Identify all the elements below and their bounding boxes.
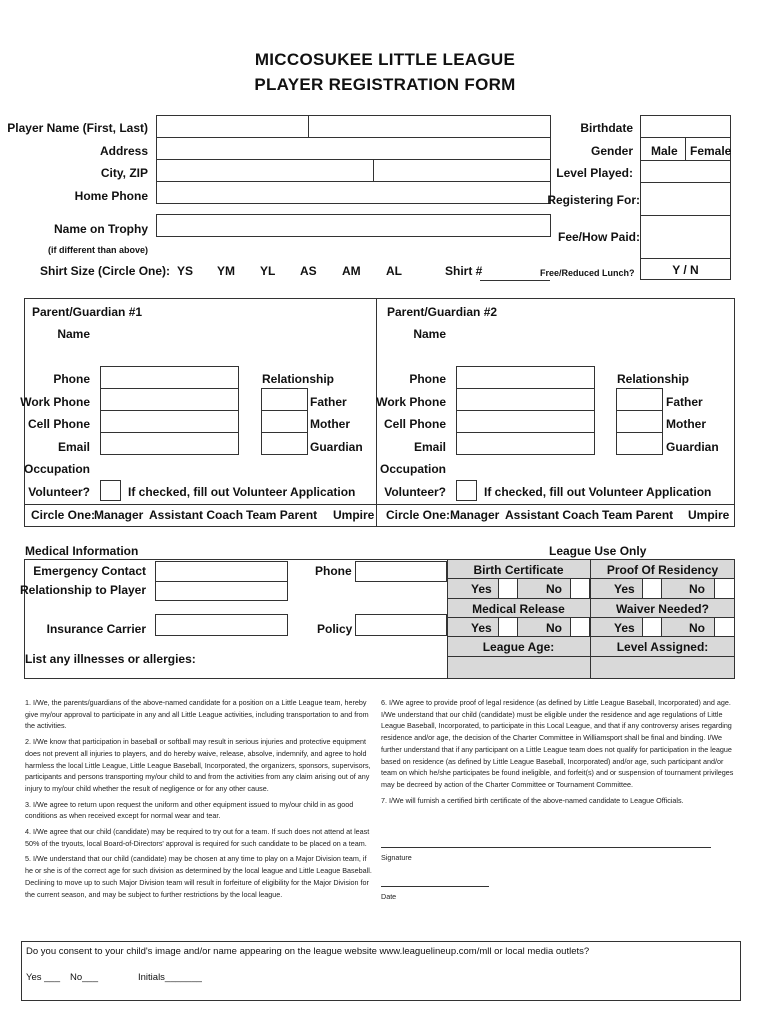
- home-phone-label: Home Phone: [74, 189, 148, 203]
- date-line[interactable]: [381, 886, 489, 887]
- guardian1-guardian-checkbox[interactable]: [261, 432, 308, 455]
- legal-paragraph-3: 3. I/We agree to return upon request the uniform and other equipment issued to my/our child in as good conditions as when received except for normal wear and tear.: [25, 799, 354, 821]
- legal-paragraph-6: 6. I/We agree to provide proof of legal residence (as defined by Little League Baseball, Incorporated) and age. I/We understand that our child (candidate) must be eligible under the residence and age regulations of Little League Baseball, Incorporated, to participate in this Local League, and that if any controversy arises regarding residence and/or age, the decision of the Charter Committee in Williamsport shall be final and binding. I/We further understand that if any participant on a Little League team does not qualify for participation in the league based on residence (as defined by Little League Baseball, Incorporated) and/or age, such participant and/or team on which he/she participates be found ineligible, and forfeit(s) and or suspension of tournament privileges may be decreed by action of the Charter Committee or Tournament Committee.: [381, 698, 734, 789]
- policy-field[interactable]: [355, 614, 447, 636]
- date-label: Date: [381, 892, 397, 901]
- guardian1-occupation-label: Occupation: [23, 462, 90, 476]
- male-label: Male: [651, 144, 678, 158]
- gender-male-option[interactable]: [640, 137, 686, 161]
- city-field[interactable]: [156, 159, 374, 182]
- relationship-to-player-field[interactable]: [155, 581, 288, 601]
- relationship-to-player-label: Relationship to Player: [20, 583, 147, 597]
- guardian1-guardian-label: Guardian: [310, 440, 363, 454]
- guardian2-volunteer-label: Volunteer?: [384, 485, 446, 499]
- league-divider: [590, 559, 591, 679]
- guardian1-father-label: Father: [310, 395, 347, 409]
- guardian2-cell-label: Cell Phone: [383, 417, 446, 431]
- circle2-assistant-coach[interactable]: Assistant Coach: [505, 508, 600, 522]
- emergency-contact-field[interactable]: [155, 561, 288, 582]
- female-label: Female: [690, 144, 732, 158]
- waiver-no-checkbox[interactable]: [714, 617, 735, 637]
- gender-female-option[interactable]: [685, 137, 731, 161]
- fee-field[interactable]: [640, 215, 731, 259]
- emergency-contact-label: Emergency Contact: [33, 564, 146, 578]
- shirt-size-al[interactable]: AL: [386, 264, 402, 278]
- consent-no[interactable]: No___: [70, 972, 98, 983]
- medical-no-label: No: [546, 621, 562, 635]
- circle-row-divider: [24, 504, 735, 505]
- form-title: MICCOSUKEE LITTLE LEAGUE: [254, 50, 516, 69]
- guardian1-cell-label: Cell Phone: [27, 417, 90, 431]
- shirt-size-am[interactable]: AM: [342, 264, 361, 278]
- guardian2-cell-field[interactable]: [456, 410, 595, 433]
- level-assigned-label: Level Assigned:: [616, 640, 709, 654]
- birth-cert-no-checkbox[interactable]: [570, 578, 590, 599]
- legal-paragraph-5: 5. I/We understand that our child (candidate) may be chosen at any time to play on a Major Division team, if he or she is of the correct age for such division as determined by the local league and Little League Baseball. Declining to move up to such Major Division team will result in forfeiture of eligibility for the Major Division for the current season, and may be subject to further restrictions by the local league.: [25, 854, 372, 899]
- guardian1-father-checkbox[interactable]: [261, 388, 308, 411]
- waiver-yes-label: Yes: [614, 621, 635, 635]
- guardian2-header: Parent/Guardian #2: [387, 305, 498, 319]
- residency-yes-checkbox[interactable]: [642, 578, 662, 599]
- shirt-size-ym[interactable]: YM: [217, 264, 235, 278]
- guardian1-volunteer-checkbox[interactable]: [100, 480, 121, 501]
- birth-cert-yes-checkbox[interactable]: [498, 578, 518, 599]
- consent-question: Do you consent to your child's image and/or name appearing on the league website www.leaguelineup.com/mll or local media outlets?: [26, 946, 590, 957]
- circle1-team-parent[interactable]: Team Parent: [246, 508, 318, 522]
- signature-line[interactable]: [381, 847, 711, 848]
- waiver-yes-checkbox[interactable]: [642, 617, 662, 637]
- guardian2-mother-checkbox[interactable]: [616, 410, 663, 433]
- guardian2-phone-label: Phone: [409, 372, 446, 386]
- league-row-line-2: [447, 598, 735, 599]
- guardian2-volunteer-checkbox[interactable]: [456, 480, 477, 501]
- registering-for-field[interactable]: [640, 182, 731, 216]
- trophy-name-field[interactable]: [156, 214, 551, 237]
- legal-paragraph-7: 7. I/We will furnish a certified birth certificate of the above-named candidate to League Officials.: [381, 795, 684, 805]
- birth-certificate-label: Birth Certificate: [473, 563, 564, 577]
- guardian2-volunteer-note: If checked, fill out Volunteer Application: [484, 485, 712, 499]
- guardian2-father-checkbox[interactable]: [616, 388, 663, 411]
- guardian2-guardian-checkbox[interactable]: [616, 432, 663, 455]
- player-last-name-field[interactable]: [308, 115, 551, 138]
- address-field[interactable]: [156, 137, 551, 160]
- consent-initials[interactable]: Initials_______: [138, 972, 202, 983]
- form-subtitle: PLAYER REGISTRATION FORM: [254, 75, 516, 94]
- medical-release-label: Medical Release: [472, 602, 565, 616]
- league-use-panel: [447, 559, 735, 679]
- guardian1-header: Parent/Guardian #1: [32, 305, 143, 319]
- illnesses-label: List any illnesses or allergies:: [25, 652, 196, 666]
- guardian2-occupation-label: Occupation: [379, 462, 446, 476]
- proof-residency-label: Proof Of Residency: [606, 563, 719, 577]
- waiver-no-label: No: [689, 621, 705, 635]
- zip-field[interactable]: [373, 159, 551, 182]
- emergency-phone-field[interactable]: [355, 561, 447, 582]
- guardian2-work-field[interactable]: [456, 388, 595, 411]
- lunch-label: Free/Reduced Lunch?: [540, 268, 635, 278]
- policy-label: Policy: [317, 622, 353, 636]
- insurance-carrier-field[interactable]: [155, 614, 288, 636]
- guardian1-mother-label: Mother: [310, 417, 350, 431]
- guardian2-name-label: Name: [413, 327, 446, 341]
- league-age-label: League Age:: [482, 640, 555, 654]
- cityzip-label: City, ZIP: [100, 166, 148, 180]
- medical-yes-checkbox[interactable]: [498, 617, 518, 637]
- signature-label: Signature: [381, 853, 412, 862]
- guardian1-name-label: Name: [57, 327, 90, 341]
- medical-header: Medical Information: [25, 544, 139, 558]
- residency-yes-label: Yes: [614, 582, 635, 596]
- level-played-label: Level Played:: [556, 166, 633, 180]
- guardian1-work-label: Work Phone: [20, 395, 90, 409]
- gender-label: Gender: [590, 144, 633, 158]
- circle2-umpire[interactable]: Umpire: [688, 508, 730, 522]
- guardian2-email-field[interactable]: [456, 432, 595, 455]
- circle1-assistant-coach[interactable]: Assistant Coach: [149, 508, 244, 522]
- guardian2-mother-label: Mother: [666, 417, 706, 431]
- birth-cert-yes-label: Yes: [471, 582, 492, 596]
- legal-paragraph-1: 1. I/We, the parents/guardians of the above-named candidate for a position on a Little League team, hereby give my/our approval to participate in any and all Little League activities, including transportation to and from the activities.: [25, 698, 369, 731]
- guardian2-email-label: Email: [413, 440, 446, 454]
- circle1-manager[interactable]: Manager: [94, 508, 144, 522]
- league-row-line-4: [447, 636, 735, 637]
- shirt-number-line[interactable]: [480, 280, 550, 281]
- guardian2-phone-field[interactable]: [456, 366, 595, 389]
- guardian1-phone-label: Phone: [53, 372, 90, 386]
- shirt-size-ys[interactable]: YS: [177, 264, 194, 278]
- guardian1-email-label: Email: [57, 440, 90, 454]
- consent-yes[interactable]: Yes ___: [26, 972, 60, 983]
- guardian1-work-field[interactable]: [100, 388, 239, 411]
- guardian1-phone-field[interactable]: [100, 366, 239, 389]
- shirt-number-label: Shirt #: [445, 264, 483, 278]
- shirt-size-label: Shirt Size (Circle One):: [40, 264, 171, 278]
- home-phone-field[interactable]: [156, 181, 551, 204]
- circle2-team-parent[interactable]: Team Parent: [602, 508, 674, 522]
- legal-paragraph-2: 2. I/We know that participation in baseball or softball may result in serious injuries and protective equipment does not prevent all injuries to players, and do hereby waive, release, absolve, indemnify, and agree to hold harmless the local Little League, Little League Baseball, Incorporated, the organizers, sponsors, supervisors, participants and persons transporting my/our child to and from the activities from any claim arising out of any injury to my/our child whether the result of negligence or for any other cause.: [25, 737, 371, 793]
- trophy-label: Name on Trophy: [53, 222, 148, 236]
- shirt-size-as[interactable]: AS: [300, 264, 317, 278]
- fee-label: Fee/How Paid:: [557, 230, 640, 244]
- guardian1-email-field[interactable]: [100, 432, 239, 455]
- guardian1-volunteer-note: If checked, fill out Volunteer Application: [128, 485, 356, 499]
- level-played-field[interactable]: [640, 160, 731, 183]
- address-label: Address: [99, 144, 148, 158]
- guardian1-volunteer-label: Volunteer?: [28, 485, 90, 499]
- trophy-note: (if different than above): [47, 245, 148, 255]
- guardian2-father-label: Father: [666, 395, 703, 409]
- player-first-name-field[interactable]: [156, 115, 309, 138]
- residency-no-checkbox[interactable]: [714, 578, 735, 599]
- medical-yes-label: Yes: [471, 621, 492, 635]
- registering-for-label: Registering For:: [547, 193, 640, 207]
- lunch-field[interactable]: [640, 258, 731, 280]
- guardian2-relationship-label: Relationship: [617, 372, 690, 386]
- circle1-umpire[interactable]: Umpire: [333, 508, 375, 522]
- legal-right-column: [381, 697, 741, 810]
- medical-no-checkbox[interactable]: [570, 617, 590, 637]
- legal-paragraph-4: 4. I/We agree that our child (candidate) may be required to try out for a team. If such does not attend at least 50% of the tryouts, local Board-of-Directors' approval is required for such candidate to be placed on a team.: [25, 827, 370, 848]
- guardian1-mother-checkbox[interactable]: [261, 410, 308, 433]
- circle2-manager[interactable]: Manager: [450, 508, 500, 522]
- league-row-line-5: [447, 656, 735, 657]
- shirt-size-yl[interactable]: YL: [260, 264, 276, 278]
- birthdate-field[interactable]: [640, 115, 731, 138]
- guardian2-work-label: Work Phone: [376, 395, 446, 409]
- league-row-line-3: [447, 617, 735, 618]
- waiver-needed-label: Waiver Needed?: [616, 602, 709, 616]
- guardian1-relationship-label: Relationship: [262, 372, 335, 386]
- league-use-header: League Use Only: [549, 544, 647, 558]
- guardian2-guardian-label: Guardian: [666, 440, 719, 454]
- league-row-line-1: [447, 578, 735, 579]
- circle1-label: Circle One:: [31, 508, 96, 522]
- medical-phone-label: Phone: [315, 564, 352, 578]
- circle2-label: Circle One:: [386, 508, 451, 522]
- insurance-carrier-label: Insurance Carrier: [46, 622, 146, 636]
- legal-left-column: [25, 697, 375, 904]
- birthdate-label: Birthdate: [580, 121, 633, 135]
- lunch-yn: Y / N: [672, 263, 699, 277]
- player-name-label: Player Name (First, Last): [7, 121, 148, 135]
- birth-cert-no-label: No: [546, 582, 562, 596]
- residency-no-label: No: [689, 582, 705, 596]
- guardian1-cell-field[interactable]: [100, 410, 239, 433]
